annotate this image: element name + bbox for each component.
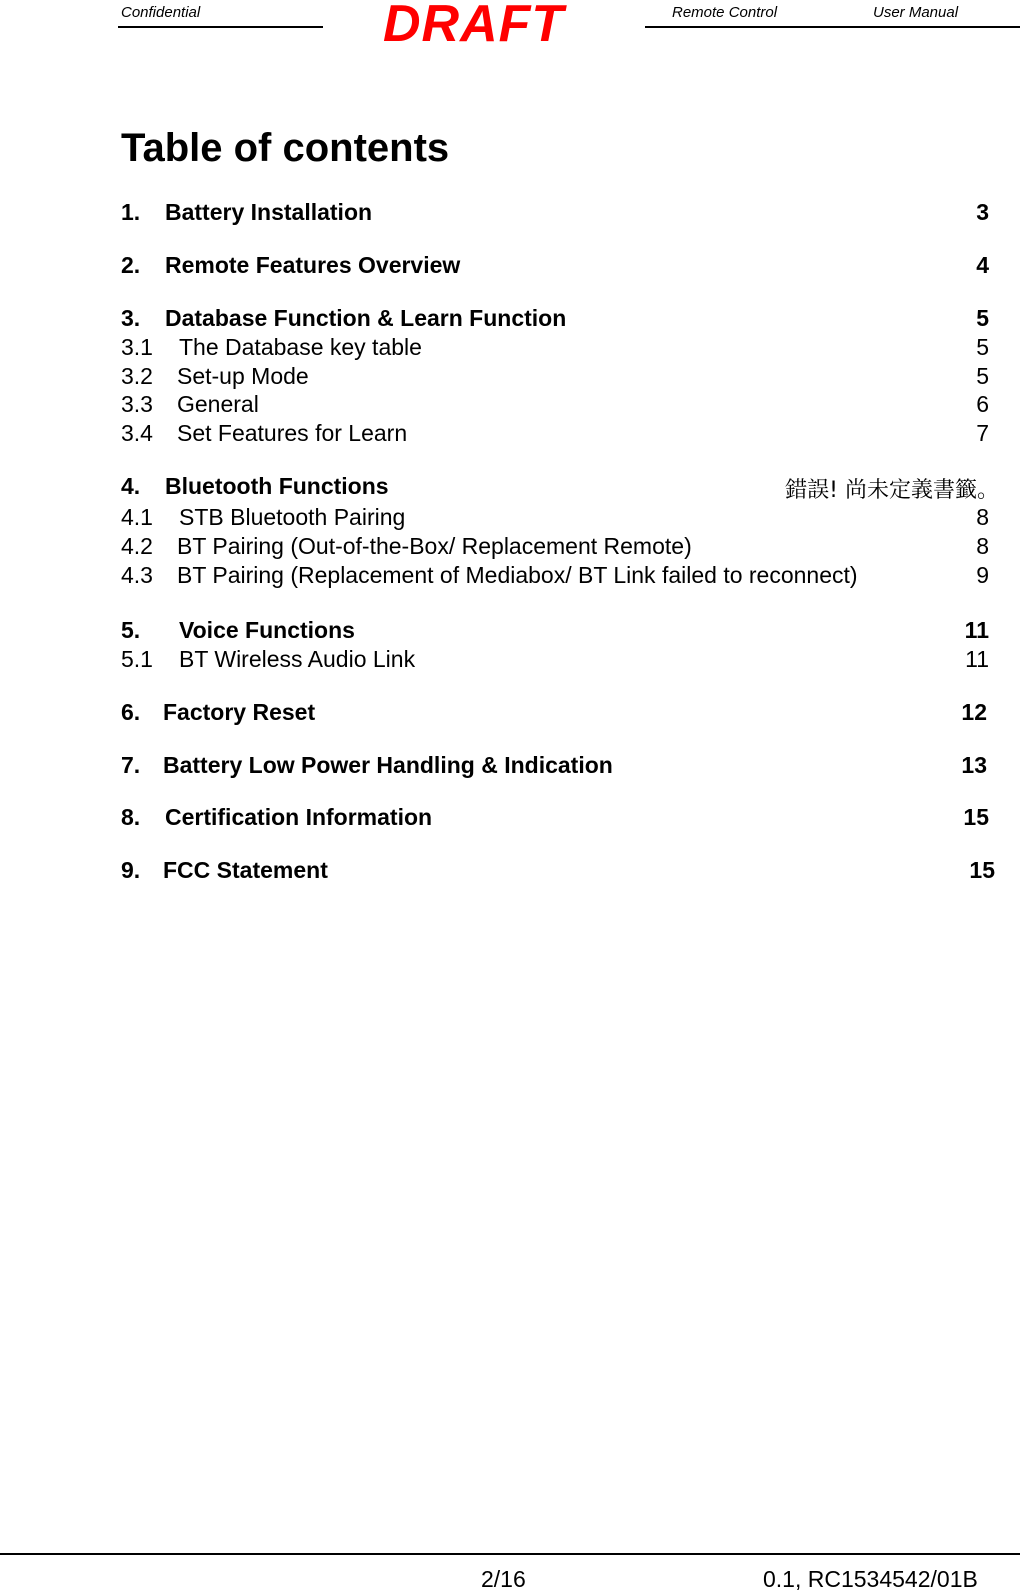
footer-rule <box>0 1553 1020 1555</box>
toc-entry-number: 3.1 <box>121 334 153 360</box>
page-indicator: 2/16 <box>481 1566 526 1592</box>
confidential-label: Confidential <box>121 4 201 21</box>
toc-entry-page: 5 <box>976 363 989 389</box>
toc-entry-number: 3.2 <box>121 363 153 389</box>
toc-entry-page: 13 <box>961 752 987 778</box>
toc-entry-label: Set-up Mode <box>177 363 309 389</box>
toc-entry-label: Battery Installation <box>165 199 373 225</box>
toc-entry-number: 1. <box>121 199 141 225</box>
toc-entry-label: Voice Functions <box>179 617 355 643</box>
toc-entry-page: 8 <box>976 533 989 559</box>
toc-entry-number: 4.2 <box>121 533 153 559</box>
toc-entry-number: 5. <box>121 617 141 643</box>
toc-entry-page: 15 <box>963 804 989 830</box>
toc-entry-label: Bluetooth Functions <box>165 473 389 499</box>
header-rule-right <box>645 26 1020 28</box>
document-reference: 0.1, RC1534542/01B <box>763 1566 978 1592</box>
toc-entry-4[interactable] <box>121 473 999 503</box>
toc-entry-label: STB Bluetooth Pairing <box>179 504 406 530</box>
toc-entry-9[interactable] <box>121 857 995 887</box>
toc-entry-number: 4.1 <box>121 504 153 530</box>
toc-entry-page-error: 錯誤! 尚未定義書籤。 <box>785 478 999 503</box>
toc-entry-number: 4.3 <box>121 562 153 588</box>
toc-entry-page: 6 <box>976 391 989 417</box>
toc-entry-label: Database Function & Learn Function <box>165 305 567 331</box>
product-label: Remote Control <box>672 4 778 21</box>
toc-entry-label: Certification Information <box>165 804 433 830</box>
toc-entry-number: 5.1 <box>121 646 153 672</box>
toc-entry-number: 8. <box>121 804 141 830</box>
toc-entry-number: 6. <box>121 699 141 725</box>
toc-entry-label: Battery Low Power Handling & Indication <box>163 752 613 778</box>
toc-entry-7[interactable] <box>121 752 989 782</box>
toc-entry-2[interactable] <box>121 252 989 282</box>
toc-entry-page: 8 <box>976 504 989 530</box>
header-rule-left <box>118 26 323 28</box>
toc-entry-label: General <box>177 391 259 417</box>
toc-entry-page: 15 <box>969 857 995 883</box>
toc-entry-label: BT Wireless Audio Link <box>179 646 416 672</box>
toc-entry-page: 9 <box>976 562 989 588</box>
toc-entry-label: Factory Reset <box>163 699 316 725</box>
toc-entry-page: 3 <box>976 199 989 225</box>
toc-entry-number: 4. <box>121 473 141 499</box>
toc-entry-8[interactable] <box>121 804 989 834</box>
toc-entry-label: FCC Statement <box>163 857 328 883</box>
toc-entry-page: 4 <box>976 252 989 278</box>
toc-entry-number: 9. <box>121 857 141 883</box>
toc-entry-3-1[interactable] <box>121 334 989 364</box>
page-title: Table of contents <box>121 126 450 170</box>
toc-entry-label: BT Pairing (Out-of-the-Box/ Replacement Remote) <box>177 533 692 559</box>
toc-entry-3-3[interactable] <box>121 391 989 421</box>
doc-type-label: User Manual <box>873 4 959 21</box>
toc-entry-number: 3.3 <box>121 391 153 417</box>
toc-entry-page: 5 <box>976 334 989 360</box>
toc-entry-page: 7 <box>976 420 989 446</box>
toc-entry-5-1[interactable] <box>121 646 989 676</box>
toc-entry-page: 5 <box>976 305 989 331</box>
toc-entry-number: 3.4 <box>121 420 153 446</box>
toc-entry-number: 7. <box>121 752 141 778</box>
toc-entry-6[interactable] <box>121 699 989 729</box>
toc-entry-label: BT Pairing (Replacement of Mediabox/ BT Link failed to reconnect) <box>177 562 858 588</box>
toc-entry-1[interactable] <box>121 199 989 229</box>
draft-watermark: DRAFT <box>383 0 565 53</box>
toc-entry-label: Set Features for Learn <box>177 420 408 446</box>
toc-entry-label: Remote Features Overview <box>165 252 461 278</box>
toc-entry-4-2[interactable] <box>121 533 989 563</box>
toc-entry-page: 11 <box>964 617 989 643</box>
toc-entry-page: 11 <box>965 646 989 672</box>
toc-entry-label: The Database key table <box>179 334 422 360</box>
toc-entry-number: 3. <box>121 305 141 331</box>
toc-entry-page: 12 <box>961 699 987 725</box>
toc-entry-number: 2. <box>121 252 141 278</box>
toc-entry-3-4[interactable] <box>121 420 989 450</box>
toc-entry-5[interactable] <box>121 617 989 647</box>
toc-entry-4-1[interactable] <box>121 504 989 534</box>
toc-entry-3[interactable] <box>121 305 989 335</box>
toc-entry-4-3[interactable] <box>121 562 989 592</box>
toc-entry-3-2[interactable] <box>121 363 989 393</box>
